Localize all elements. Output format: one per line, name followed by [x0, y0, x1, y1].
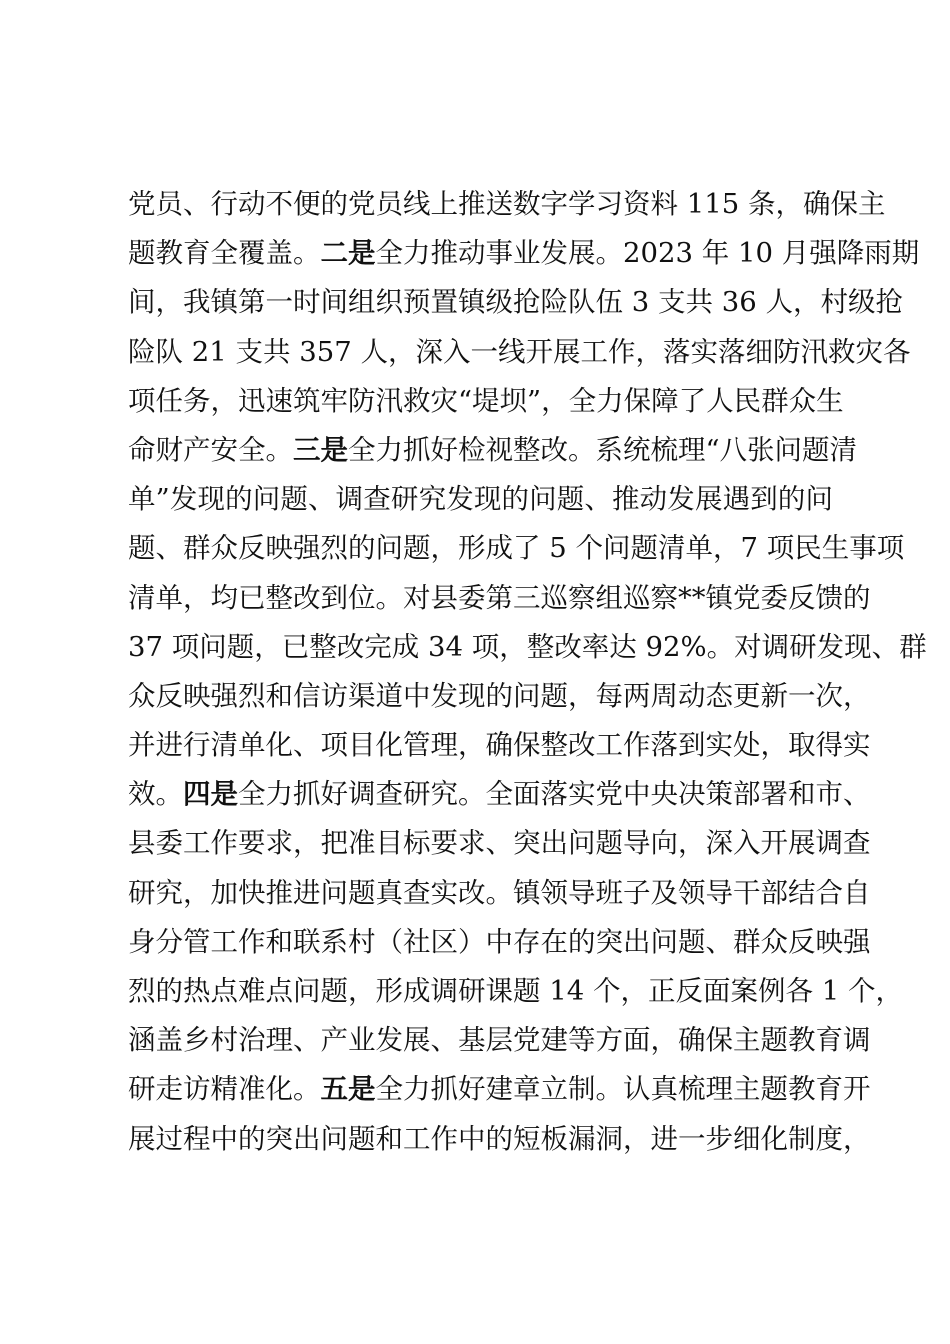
bold-heading-run: 二是 [320, 237, 376, 270]
text-line [128, 278, 903, 327]
text-run: 党员、行动不便的党员线上推送数字学习资料 115 条，确保主 [128, 188, 886, 220]
text-line [128, 1016, 871, 1065]
text-line [128, 623, 927, 672]
text-run: 身分管工作和联系村（社区）中存在的突出问题、群众反映强 [128, 925, 871, 958]
text-run: 全力抓好建章立制。认真梳理主题教育开 [375, 1073, 871, 1106]
text-run: 涵盖乡村治理、产业发展、基层党建等方面，确保主题教育调 [128, 1024, 871, 1057]
text-run: 项任务，迅速筑牢防汛救灾“堤坝”，全力保障了人民群众生 [128, 384, 844, 417]
text-line [128, 328, 911, 377]
text-run: 研走访精准化。 [128, 1073, 321, 1106]
text-run: 全力推动事业发展。2023 年 10 月强降雨期 [375, 237, 920, 270]
text-line [128, 770, 871, 819]
text-run: 全力抓好检视整改。系统梳理“八张问题清 [348, 433, 858, 466]
text-line [128, 721, 871, 770]
bold-heading-run: 四是 [183, 778, 238, 811]
text-run: 众反映强烈和信访渠道中发现的问题，每两周动态更新一次， [128, 679, 871, 712]
text-line [128, 918, 871, 967]
body-paragraph [128, 180, 927, 1164]
text-run: 研究，加快推进问题真查实改。镇领导班子及领导干部结合自 [128, 876, 871, 909]
text-line [128, 475, 833, 524]
text-run: 县委工作要求，把准目标要求、突出问题导向，深入开展调查 [128, 827, 871, 860]
text-run: 险队 21 支共 357 人，深入一线开展工作，落实落细防汛救灾各 [128, 335, 911, 368]
text-run: 题教育全覆盖。 [128, 237, 321, 270]
text-line [128, 869, 871, 918]
text-line [128, 819, 871, 868]
text-line [128, 672, 871, 721]
text-run: 单”发现的问题、调查研究发现的问题、推动发展遇到的问 [128, 483, 833, 516]
bold-heading-run: 五是 [320, 1073, 376, 1106]
text-line [128, 377, 844, 426]
text-run: 间，我镇第一时间组织预置镇级抢险队伍 3 支共 36 人，村级抢 [128, 286, 903, 319]
text-line [128, 967, 903, 1016]
text-line [128, 1115, 871, 1164]
text-run: 效。 [128, 778, 183, 811]
text-line [128, 524, 905, 573]
bold-heading-run: 三是 [293, 433, 348, 466]
text-run: 题、群众反映强烈的问题，形成了 5 个问题清单，7 项民生事项 [128, 532, 905, 565]
text-line [128, 229, 920, 278]
text-line [128, 426, 858, 475]
text-run: 全力抓好调查研究。全面落实党中央决策部署和市、 [238, 778, 871, 811]
text-run: 并进行清单化、项目化管理，确保整改工作落到实处，取得实 [128, 729, 871, 762]
text-line [128, 180, 886, 229]
text-run: 37 项问题，已整改完成 34 项，整改率达 92%。对调研发现、群 [128, 630, 927, 663]
text-run: 清单，均已整改到位。对县委第三巡察组巡察**镇党委反馈的 [128, 581, 871, 614]
text-line [128, 1065, 871, 1114]
text-line [128, 574, 871, 623]
text-run: 展过程中的突出问题和工作中的短板漏洞，进一步细化制度， [128, 1122, 871, 1155]
text-run: 命财产安全。 [128, 433, 293, 466]
text-run: 烈的热点难点问题，形成调研课题 14 个，正反面案例各 1 个， [128, 975, 903, 1007]
